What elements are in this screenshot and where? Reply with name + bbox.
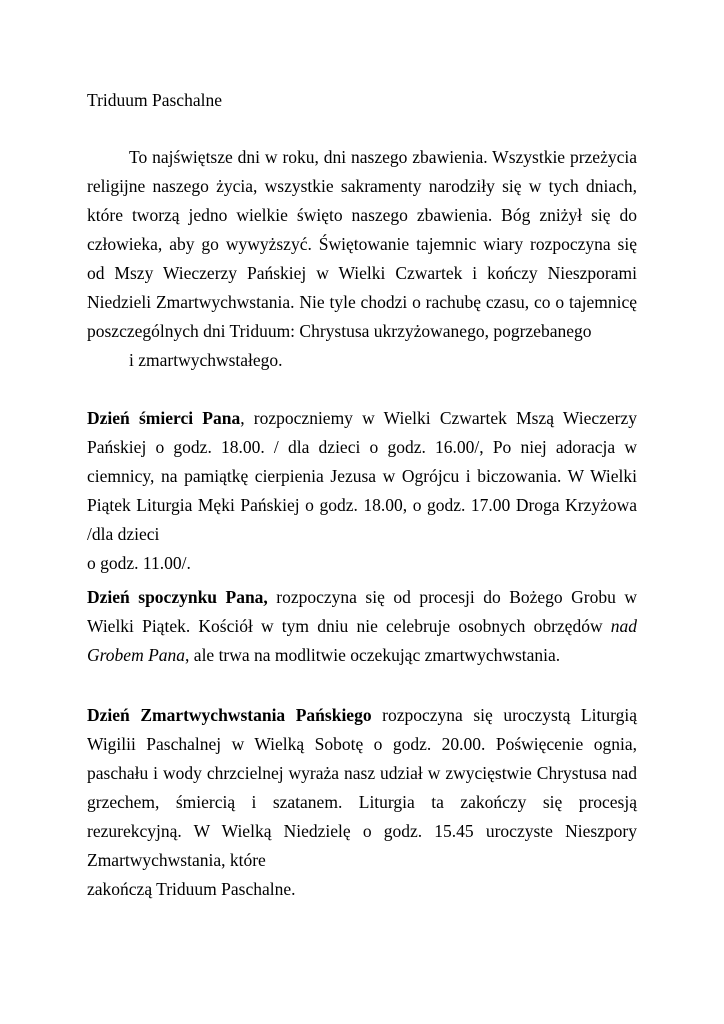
paragraph-intro [87, 143, 637, 375]
paragraph-intro-text: To najświętsze dni w roku, dni naszego zbawienia. Wszystkie przeżycia religijne naszego życia, wszystkie sakramenty narodziły się w tych dniach, które tworzą jedno wielkie święto naszego zbawienia. Bóg zniżył się do człowieka, aby go wywyższyć. Świętowanie tajemnic wiary rozpoczyna się od Mszy Wieczerzy Pańskiej w Wielki Czwartek i kończy Nieszporami Niedzieli Zmartwychwstania. Nie tyle chodzi o rachubę czasu, co o tajemnicę poszczególnych dni Triduum: Chrystusa ukrzyżowanego, pogrzebanego [87, 147, 637, 341]
paragraph-day-of-resurrection-heading: Dzień Zmartwychwstania Pańskiego [87, 705, 372, 725]
paragraph-day-of-rest-text: rozpoczyna się od procesji do Bożego Grobu w Wielki Piątek. Kościół w tym dniu nie celebruje osobnych obrzędów [87, 587, 637, 636]
paragraph-day-of-rest-heading: Dzień spoczynku Pana, [87, 587, 268, 607]
document-title: Triduum Paschalne [87, 90, 222, 110]
paragraph-day-of-rest-text-2: , ale trwa na modlitwie oczekując zmartwychwstania. [185, 645, 561, 665]
paragraph-day-of-death-last-line: o godz. 11.00/. [87, 553, 191, 573]
paragraph-day-of-resurrection-last-line: zakończą Triduum Paschalne. [87, 879, 296, 899]
paragraph-intro-last-line: i zmartwychwstałego. [129, 350, 283, 370]
paragraph-day-of-rest-italic: nad Grobem [87, 616, 637, 665]
paragraph-day-of-death-text: , rozpoczniemy w Wielki Czwartek Mszą Wieczerzy Pańskiej o godz. 18.00. / dla dzieci o godz. 16.00/, Po niej adoracja w ciemnicy, na pamiątkę cierpienia Jezusa w Ogrójcu i biczowania. W Wielki Piątek Liturgia Męki Pańskiej o godz. 18.00, o godz. 17.00 Droga Krzyżowa /dla dzieci [87, 408, 637, 544]
paragraph-day-of-death-heading: Dzień śmierci Pana [87, 408, 241, 428]
paragraph-day-of-resurrection-text: rozpoczyna się uroczystą Liturgią Wigilii Paschalnej w Wielką Sobotę o godz. 20.00. Poświęcenie ognia, paschału i wody chrzcielnej wyraża nasz udział w zwycięstwie Chrystusa nad grzechem, śmiercią i szatanem. Liturgia ta zakończy się procesją rezurekcyjną. W Wielką Niedzielę o godz. 15.45 uroczyste Nieszpory Zmartwychwstania, które [87, 705, 637, 870]
paragraph-day-of-rest [87, 583, 637, 670]
paragraph-day-of-rest-italic-2: Pana [148, 645, 186, 665]
paragraph-day-of-resurrection [87, 701, 637, 904]
paragraph-day-of-death [87, 404, 637, 578]
